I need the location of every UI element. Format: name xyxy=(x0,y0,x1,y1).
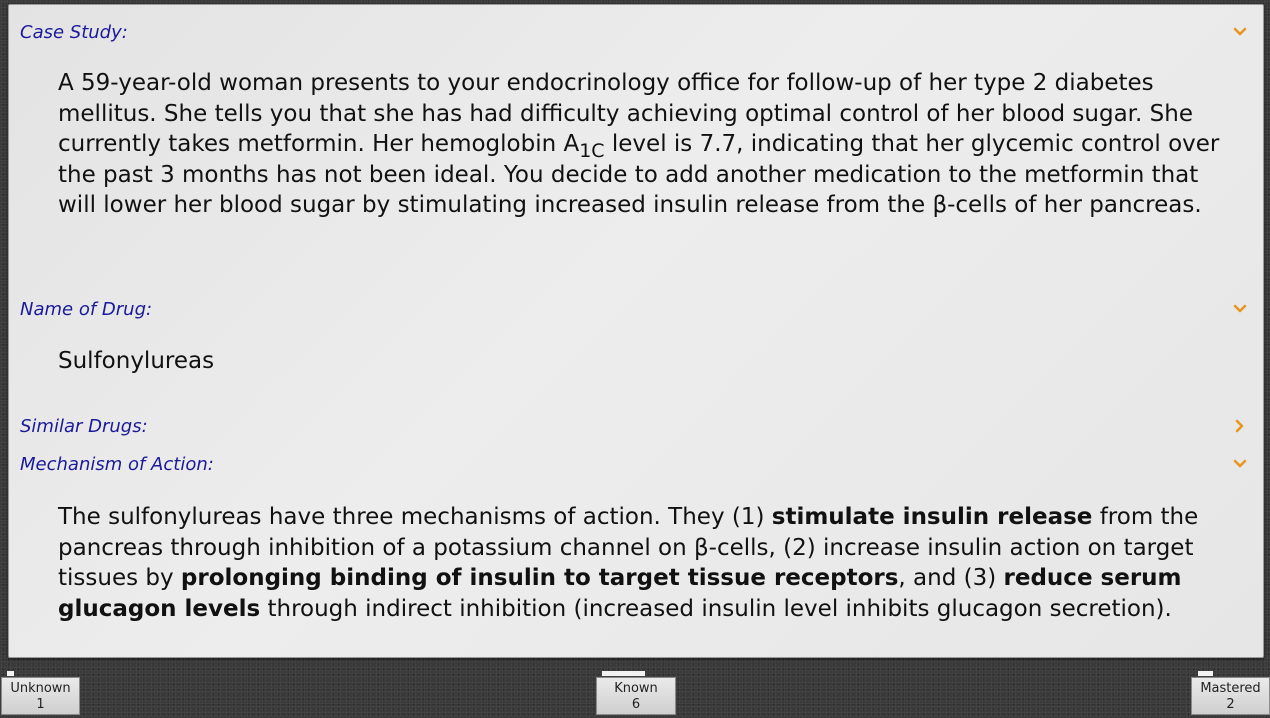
mastered-button[interactable] xyxy=(1191,677,1270,715)
similar-drugs-title: Similar Drugs: xyxy=(20,415,148,437)
chevron-down-icon[interactable] xyxy=(1231,300,1249,318)
known-count: 6 xyxy=(631,697,641,712)
case-study-text: A 59-year-old woman presents to your endocrinology office for follow-up of her type 2 diabetes mellitus. She tells you that she has had difficulty achieving optimal control of her blood sugar. She currently takes metformin. Her hemoglobin $A_{1C}$ level is 7.7, indicating that her glycemic control over the past 3 months has not been ideal. You decide to add another medication to the metformin that will lower her blood sugar by stimulating increased insulin release from the β-cells of her pancreas. xyxy=(58,70,1220,218)
known-progress-bar xyxy=(602,671,645,676)
chevron-down-icon[interactable] xyxy=(1231,455,1249,473)
mechanism-header[interactable] xyxy=(20,451,1249,477)
unknown-count: 1 xyxy=(36,697,45,712)
name-of-drug-title: Name of Drug: xyxy=(20,298,153,320)
name-of-drug-header[interactable] xyxy=(20,296,1249,322)
mastered-label: Mastered xyxy=(1200,681,1261,696)
unknown-label: Unknown xyxy=(10,681,71,696)
chevron-down-icon[interactable] xyxy=(1231,23,1249,41)
case-study-title: Case Study: xyxy=(20,21,128,43)
flashcard xyxy=(8,4,1264,658)
known-label: Known xyxy=(614,681,658,696)
mastered-count: 2 xyxy=(1226,697,1235,712)
case-study-header[interactable] xyxy=(20,19,1249,45)
mastered-progress-bar xyxy=(1198,671,1213,676)
known-button[interactable] xyxy=(596,677,676,715)
similar-drugs-header[interactable] xyxy=(20,413,1249,439)
drug-name: Sulfonylureas xyxy=(58,348,215,374)
mechanism-text: The sulfonylureas have three mechanisms of action. They (1) stimulate insulin release from the pancreas through inhibition of a potassium channel on β-cells, (2) increase insulin action on target tissues by prolonging binding of insulin to target tissue receptors, and (3) reduce serum glucagon levels through indirect inhibition (increased insulin level inhibits glucagon secretion). xyxy=(58,504,1199,622)
mechanism-title: Mechanism of Action: xyxy=(20,453,214,475)
unknown-progress-bar xyxy=(7,671,14,676)
chevron-right-icon[interactable] xyxy=(1231,417,1249,435)
unknown-button[interactable] xyxy=(1,677,80,715)
